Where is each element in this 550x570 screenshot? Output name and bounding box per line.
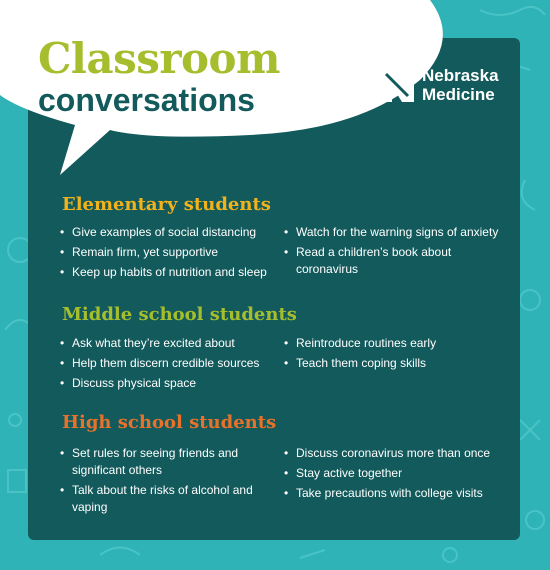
high-list-left: [60, 445, 260, 519]
list-item: • Read a children’s book about coronavirus: [284, 244, 504, 278]
list-item: • Ask what they’re excited about: [60, 335, 275, 352]
middle-list-left: [60, 335, 275, 395]
list-item: • Give examples of social distancing: [60, 224, 275, 241]
list-item: • Take precautions with college visits: [284, 485, 504, 502]
list-item: • Set rules for seeing friends and significant others: [60, 445, 260, 479]
section-title-high: High school students: [62, 412, 277, 433]
logo-line-2: Medicine: [422, 85, 495, 104]
list-item: • Teach them coping skills: [284, 355, 504, 372]
nebraska-medicine-logo: [378, 64, 518, 114]
logo-wordmark: [422, 66, 499, 104]
list-item: • Discuss coronavirus more than once: [284, 445, 504, 462]
section-title-middle: Middle school students: [62, 304, 297, 325]
high-list-right: [284, 445, 504, 505]
list-item: • Stay active together: [284, 465, 504, 482]
list-item: • Help them discern credible sources: [60, 355, 275, 372]
middle-list-right: [284, 335, 504, 375]
list-item: • Remain firm, yet supportive: [60, 244, 275, 261]
list-item: • Keep up habits of nutrition and sleep: [60, 264, 275, 281]
page-title: Classroom: [38, 34, 280, 83]
list-item: • Discuss physical space: [60, 375, 275, 392]
list-item: • Reintroduce routines early: [284, 335, 504, 352]
page-subtitle: conversations: [38, 82, 255, 118]
list-item: • Talk about the risks of alcohol and vaping: [60, 482, 260, 516]
nebraska-medicine-logo-icon: [378, 66, 416, 104]
logo-line-1: Nebraska: [422, 66, 499, 85]
section-title-elementary: Elementary students: [62, 194, 271, 215]
elementary-list-left: [60, 224, 275, 284]
elementary-list-right: [284, 224, 504, 281]
list-item: • Watch for the warning signs of anxiety: [284, 224, 504, 241]
